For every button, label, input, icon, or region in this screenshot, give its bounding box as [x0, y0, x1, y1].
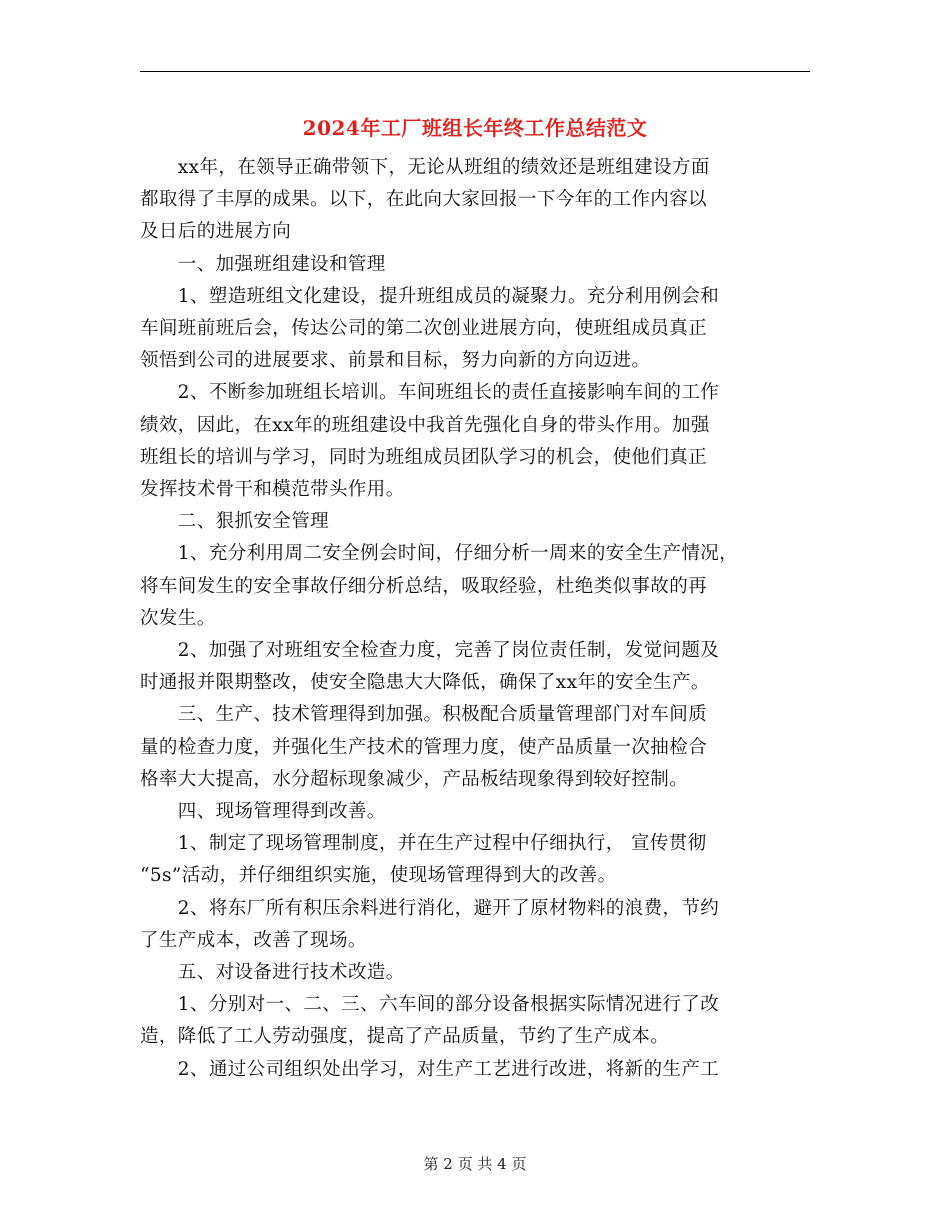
body-text-line: 1、分别对一、二、三、六车间的部分设备根据实际情况进行了改	[140, 994, 720, 1016]
body-text-line: 四、现场管理得到改善。	[140, 801, 386, 822]
document-title: 2024年工厂班组长年终工作总结范文	[302, 116, 648, 140]
body-text-line: “5s”活动，并仔细组织实施，使现场管理得到大的改善。	[140, 865, 617, 887]
body-text-line: 次发生。	[140, 607, 216, 629]
page-number-footer: 第 2 页 共 4 页	[423, 1155, 527, 1173]
body-text-line: 二、狠抓安全管理	[140, 511, 330, 533]
body-text-line: 量的检查力度，并强化生产技术的管理力度，使产品质量一次抽检合	[140, 736, 708, 758]
body-text-line: 2、通过公司组织处出学习，对生产工艺进行改进，将新的生产工	[140, 1058, 720, 1080]
body-text-line: 领悟到公司的进展要求、前景和目标，努力向新的方向迈进。	[140, 350, 651, 372]
body-text-line: 2、将东厂所有积压余料进行消化，避开了原材物料的浪费，节约	[140, 897, 720, 919]
body-text-line: 班组长的培训与学习，同时为班组成员团队学习的机会，使他们真正	[140, 446, 708, 468]
body-text-line: 都取得了丰厚的成果。以下，在此向大家回报一下今年的工作内容以	[140, 189, 708, 211]
body-text-line: 了生产成本，改善了现场。	[140, 929, 367, 951]
body-text-line: xx年，在领导正确带领下，无论从班组的绩效还是班组建设方面	[140, 157, 710, 178]
body-text-line: 车间班前班后会，传达公司的第二次创业进展方向，使班组成员真正	[140, 318, 708, 339]
body-text-line: 及日后的进展方向	[140, 221, 292, 243]
body-text-line: 1、充分利用周二安全例会时间，仔细分析一周来的安全生产情况，	[140, 543, 739, 565]
body-text-line: 时通报并限期整改，使安全隐患大大降低，确保了xx年的安全生产。	[140, 672, 710, 694]
body-text-line: 五、对设备进行技术改造。	[140, 962, 405, 983]
body-text-line: 格率大大提高，水分超标现象减少，产品板结现象得到较好控制。	[140, 768, 689, 790]
header-rule	[140, 71, 810, 72]
body-text-line: 发挥技术骨干和模范带头作用。	[140, 479, 405, 500]
body-text-line: 1、制定了现场管理制度，并在生产过程中仔细执行， 宣传贯彻	[140, 833, 707, 855]
body-text-line: 绩效，因此，在xx年的班组建设中我首先强化自身的带头作用。加强	[140, 414, 710, 436]
body-text-line: 2、不断参加班组长培训。车间班组长的责任直接影响车间的工作	[140, 382, 720, 404]
body-text-line: 2、加强了对班组安全检查力度，完善了岗位责任制，发觉问题及	[140, 640, 720, 661]
body-text-line: 造，降低了工人劳动强度，提高了产品质量，节约了生产成本。	[140, 1026, 670, 1048]
body-text-line: 一、加强班组建设和管理	[140, 253, 386, 275]
body-text-line: 将车间发生的安全事故仔细分析总结，吸取经验，杜绝类似事故的再	[140, 575, 708, 597]
body-text-line: 三、生产、技术管理得到加强。积极配合质量管理部门对车间质	[140, 704, 708, 726]
body-text-line: 1、塑造班组文化建设，提升班组成员的凝聚力。充分利用例会和	[140, 285, 720, 307]
